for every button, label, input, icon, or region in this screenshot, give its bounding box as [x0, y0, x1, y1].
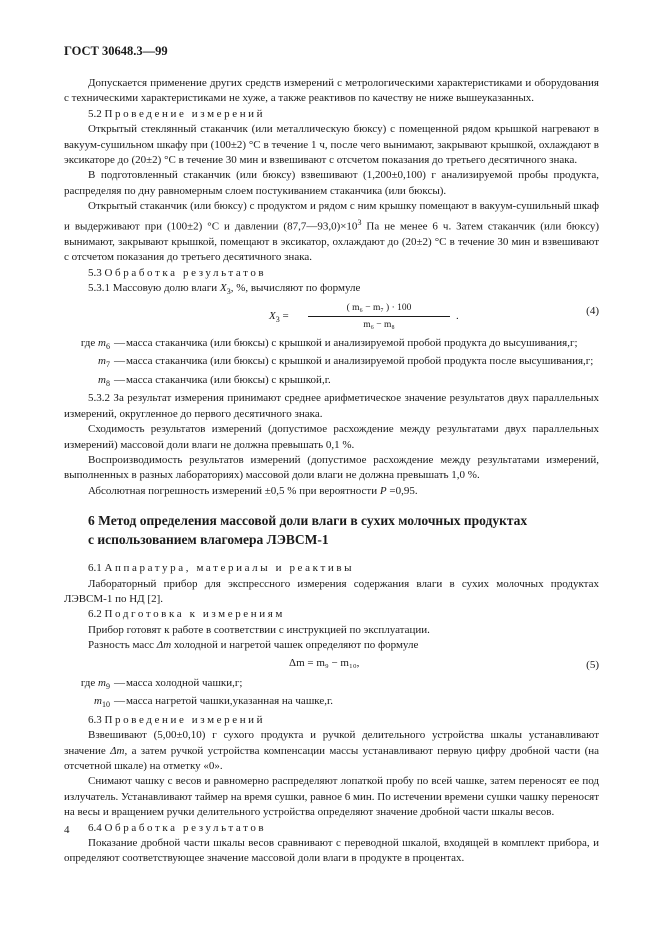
document-body — [64, 76, 599, 867]
where-variable — [64, 354, 114, 373]
subsection-number: 6.1 — [88, 562, 102, 575]
text-run: Разность масс — [88, 639, 157, 652]
variable: Δm — [110, 744, 125, 757]
equation-number: (4) — [586, 304, 599, 317]
subsection-number: 6.3 — [88, 713, 102, 726]
fraction-bar — [308, 316, 450, 317]
formula-lhs — [269, 309, 289, 328]
text-run: Абсолютная погрешность измерений ±0,5 % при вероятности — [88, 484, 380, 497]
formula-fraction — [304, 302, 454, 331]
text-run: , %, вычисляют по формуле — [230, 281, 361, 294]
dash: — — [114, 676, 125, 689]
dash: — — [114, 695, 125, 708]
subsection-title: Проведение измерений — [104, 713, 266, 726]
dash: — — [114, 355, 125, 368]
paragraph-6-2-1: Прибор готовят к работе в соответствии с инструкцией по эксплуатации. — [88, 623, 430, 636]
where-item — [64, 354, 599, 373]
subsection-title: Обработка результатов — [104, 821, 267, 834]
where-list-5 — [64, 676, 599, 713]
text-run: =0,95. — [386, 484, 418, 497]
subsection-6-2-heading — [64, 607, 599, 622]
section-6-heading — [88, 511, 599, 549]
paragraph-6-4: Показание дробной части шкалы весов сравнивают с переводной шкалой, входящей в комплект прибора, и определяют соответствующее значение массовой доли влаги в продукте в процентах. — [64, 837, 599, 865]
where-item — [64, 373, 599, 392]
text-run: Открытый стаканчик (или бюксу) с продуктом и рядом с ним крышку помещают в вакуум-сушильный шкаф и выдерживают при (100±2) °С и давлении (87,7—93,0)×10 — [64, 200, 599, 233]
variable: m — [98, 676, 106, 689]
subsection-number: 5.3 — [88, 266, 102, 279]
text-run: холодной и нагретой чашек определяют по формуле — [171, 639, 419, 652]
paragraph-6-3-2: Снимают чашку с весов и равномерно распределяют лопаткой пробу по всей чашке, затем переносят ее под излучатель. Устанавливают таймер на время сушки, равное 6 мин. По истечении времени сушки чашку переносят на весы и вращением ручки делительного устройства определяют значение дробной части шкалы весов. — [64, 775, 600, 819]
variable: m — [98, 373, 106, 386]
where-item — [64, 336, 599, 355]
subscript: 3 — [226, 287, 231, 297]
where-item — [64, 694, 599, 713]
where-description: масса стаканчика (или бюксы) с крышкой и анализируемой пробой продукта до высушивания,г; — [126, 336, 578, 349]
section-title-line: 6 Метод определения массовой доли влаги в сухих молочных продуктах — [88, 513, 528, 529]
superscript: 3 — [357, 217, 362, 227]
where-lead: где — [80, 676, 96, 689]
subsection-6-4-heading — [64, 821, 599, 836]
subsection-6-1-heading — [64, 561, 599, 576]
where-description: масса стаканчика (или бюксы) с крышкой и анализируемой пробой продукта после высушивания,г; — [126, 355, 594, 368]
subsection-number: 6.2 — [88, 608, 102, 621]
where-description: масса стаканчика (или бюксы) с крышкой,г. — [126, 373, 331, 386]
equation-number: (5) — [586, 658, 599, 671]
where-description: масса нагретой чашки,указанная на чашке,г. — [126, 695, 334, 708]
where-variable — [64, 336, 114, 355]
document-header: ГОСТ 30648.3—99 — [64, 44, 168, 58]
subsection-title: Подготовка к измерениям — [104, 608, 285, 621]
formula-expression: Δm = m₉ − m₁₀, — [289, 656, 360, 669]
paragraph-reproducibility: Воспроизводимость результатов измерений (допустимое расхождение между результатами измерений, выполненных в разных лабораториях) массовой доли влаги не должна превышать 1,0 %. — [64, 453, 599, 482]
formula-terminator: . — [456, 309, 459, 322]
formula-numerator: ( m₆ − m₇ ) · 100 — [346, 302, 412, 313]
variable: m — [94, 695, 102, 708]
variable: m — [98, 355, 106, 368]
paragraph-5-3-2: 5.3.2 За результат измерения принимают среднее арифметическое значение результатов двух параллельных измерений, округленное до первого десятичного знака. — [64, 392, 599, 420]
subscript: 10 — [102, 700, 110, 710]
variable: X — [269, 309, 276, 322]
subsection-title: Проведение измерений — [104, 107, 266, 120]
subsection-5-3-heading — [64, 266, 599, 281]
paragraph-6-3-1 — [64, 728, 599, 774]
formula-denominator: m₆ − m₈ — [363, 319, 395, 330]
formula-5 — [64, 656, 599, 674]
variable: P — [379, 484, 387, 497]
dash: — — [114, 336, 125, 349]
where-variable — [64, 676, 114, 695]
paragraph-intro: Допускается применение других средств измерений с метрологическими характеристиками и оборудования с техническими характеристиками не хуже, а также реактивов по качеству не ниже вышеуказанных. — [64, 77, 599, 105]
paragraph-5-3-1 — [64, 281, 599, 300]
text-run: 5.3.1 Массовую долю влаги — [88, 281, 220, 294]
subscript: 8 — [106, 378, 110, 388]
paragraph-5-2-2: В подготовленный стаканчик (или бюксу) взвешивают (1,200±0,100) г анализируемой пробы продукта, распределяя по дну равномерным слоем постукиванием стаканчика (или бюксы). — [64, 169, 599, 197]
text-run: Па не менее 6 ч. Затем стаканчик (или бюксу) вынимают, закрывают крышкой, помещают в эксикатор, охлаждают до (20±2) °С в течение 30 мин и взвешивают с отсчетом показания до третьего десятичного знака. — [64, 220, 599, 264]
where-lead: где — [80, 336, 96, 349]
variable: m — [98, 336, 106, 349]
subsection-5-2-heading — [64, 107, 599, 122]
subsection-title: Обработка результатов — [104, 266, 267, 279]
text-run: , а затем ручкой устройства компенсации массы устанавливают первую цифру дробной части (на отсчетной шкале) на отметку «0». — [64, 744, 600, 772]
subsection-number: 5.2 — [88, 107, 102, 120]
paragraph-convergence: Сходимость результатов измерений (допустимое расхождение между результатами двух параллельных измерений) массовой доли влаги не должна превышать 0,1 %. — [64, 423, 599, 451]
equals-sign: = — [279, 309, 289, 322]
where-variable — [64, 694, 114, 713]
page-number: 4 — [64, 824, 70, 836]
formula-4 — [64, 302, 599, 332]
where-variable — [64, 373, 114, 392]
paragraph-absolute-error — [64, 484, 599, 499]
where-description: масса холодной чашки,г; — [126, 676, 243, 689]
where-item — [64, 676, 599, 695]
variable: Δm — [156, 639, 172, 652]
subsection-number: 6.4 — [88, 821, 102, 834]
subscript: 6 — [106, 341, 110, 351]
subscript: 3 — [275, 314, 280, 324]
paragraph-6-1: Лабораторный прибор для экспрессного измерения содержания влаги в сухих молочных продуктах ЛЭВСМ-1 по НД [2]. — [64, 577, 599, 605]
section-title-line: с использованием влагомера ЛЭВСМ-1 — [88, 532, 329, 548]
subscript: 7 — [106, 360, 110, 370]
dash: — — [114, 373, 125, 386]
where-list-4 — [64, 336, 599, 392]
subscript: 9 — [106, 681, 110, 691]
subsection-title: Аппаратура, материалы и реактивы — [104, 562, 355, 575]
paragraph-5-2-1: Открытый стеклянный стаканчик (или металлическую бюксу) с помещенной рядом крышкой нагревают в вакуум-сушильном шкафу при (100±2) °С в течение 1 ч, после чего вынимают, закрывают крышкой, охлаждают в эксикаторе до (20±2) °С в течение 30 мин и взвешивают с отсчетом показания до третьего десятичного знака. — [64, 123, 599, 167]
text-run: Взвешивают (5,00±0,10) г сухого продукта и ручкой делительного устройства шкалы устанавливают значение — [64, 729, 599, 757]
variable: X — [219, 281, 227, 294]
paragraph-6-2-2 — [64, 638, 599, 653]
paragraph-5-2-3 — [64, 199, 599, 265]
subsection-6-3-heading — [64, 713, 599, 728]
